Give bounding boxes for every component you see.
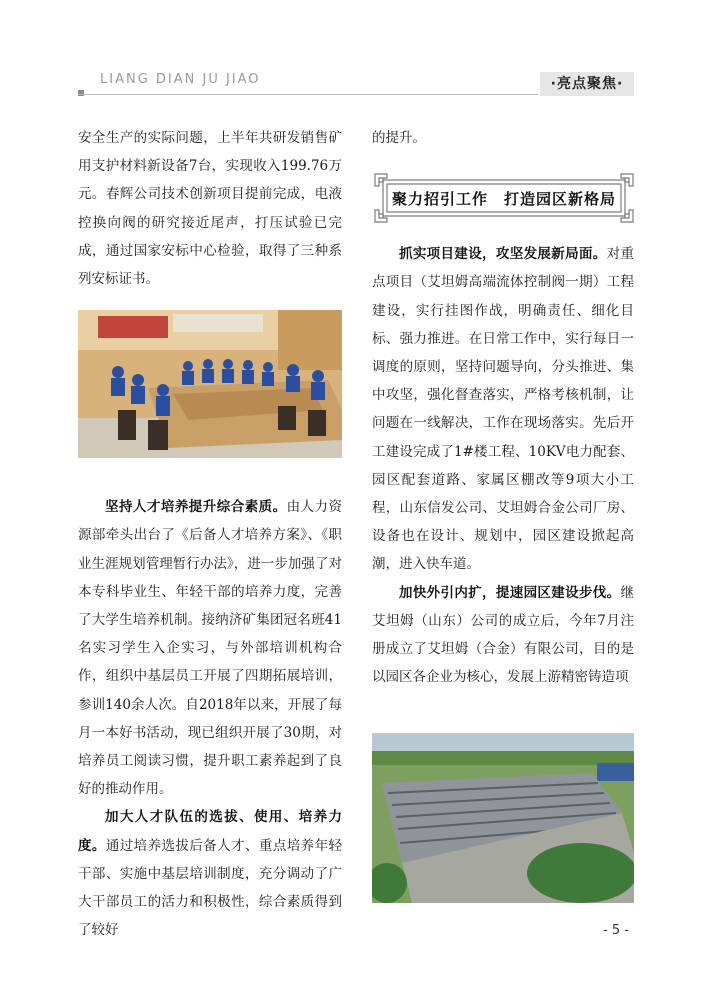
- right-paragraph-1-lead: 抓实项目建设，攻坚发展新局面。: [399, 246, 607, 263]
- left-paragraph-3: [78, 803, 342, 944]
- section-heading-box: [373, 172, 635, 224]
- header-pinyin: LIANG DIAN JU JIAO: [100, 72, 261, 87]
- right-paragraph-1: [372, 240, 634, 578]
- meeting-photo-icon: [78, 310, 342, 458]
- page-number: - 5 -: [603, 923, 629, 938]
- right-paragraph-2: [372, 579, 634, 692]
- left-paragraph-1: 安全生产的实际问题，上半年共研发销售矿用支护材料新设备7台，实现收入199.76万元。春辉公司技术创新项目提前完成，电液控换向阀的研究接近尾声，打压试验已完成，通过国家安标中心检验，取得了三种系列安标证书。: [78, 130, 342, 288]
- factory-aerial-photo: [372, 733, 634, 903]
- left-paragraph-2-body: 由人力资源部牵头出台了《后备人才培养方案》、《职业生涯规划管理暂行办法》，进一步加强了对本专科毕业生、年轻干部的培养力度，完善了大学生培养机制。接纳济矿集团冠名班41名实习学生入企实习，与外部培训机构合作，组织中基层员工开展了四期拓展培训，参训140余人次。自2018年以来，开展了每月一本好书活动，现已组织开展了30期，对培养员工阅读习惯，提升职工素养起到了良好的推动作用。: [78, 499, 342, 798]
- left-paragraph-2: [78, 493, 342, 803]
- left-paragraph-3-body: 通过培养选拔后备人才、重点培养年轻干部、实施中基层培训制度，充分调动了广大干部员工的活力和积极性，综合素质得到了较好: [78, 837, 343, 939]
- left-column: [78, 124, 342, 944]
- right-paragraph-2-body: 继艾坦姆（山东）公司的成立后，今年7月注册成立了艾坦姆（合金）有限公司，目的是以园区各企业为核心，发展上游精密铸造项: [372, 584, 634, 686]
- section-title: 聚力招引工作 打造园区新格局: [391, 189, 616, 208]
- left-paragraph-2-lead: 坚持人才培养提升综合素质。: [105, 499, 287, 516]
- left-paragraph-3-lead: 加大人才队伍的选拔、使用、培养力度。: [78, 809, 342, 854]
- section-tag: ·亮点聚焦·: [540, 72, 634, 96]
- right-paragraph-1-body: 对重点项目（艾坦姆高端流体控制阀一期）工程建设，实行挂图作战，明确责任、细化目标、强力推进。在日常工作中，实行每日一调度的原则，坚持问题导向，分头推进、集中攻坚，强化督查落实，严格考核机制，让问题在一线解决，工作在现场落实。先后开工建设完成了1#楼工程、10KV电力配套、园区配套道路、家属区棚改等9项大小工程，山东信发公司、艾坦姆合金公司厂房、设备也在设计、规划中，园区建设掀起高潮，进入快车道。: [372, 246, 634, 573]
- right-paragraph-0: 的提升。: [372, 130, 426, 146]
- header-rule: [78, 94, 538, 95]
- header-marker: [78, 90, 84, 96]
- right-paragraph-2-lead: 加快外引内扩，提速园区建设步伐。: [399, 584, 621, 601]
- factory-aerial-photo-icon: [372, 733, 634, 903]
- meeting-photo: [78, 310, 342, 458]
